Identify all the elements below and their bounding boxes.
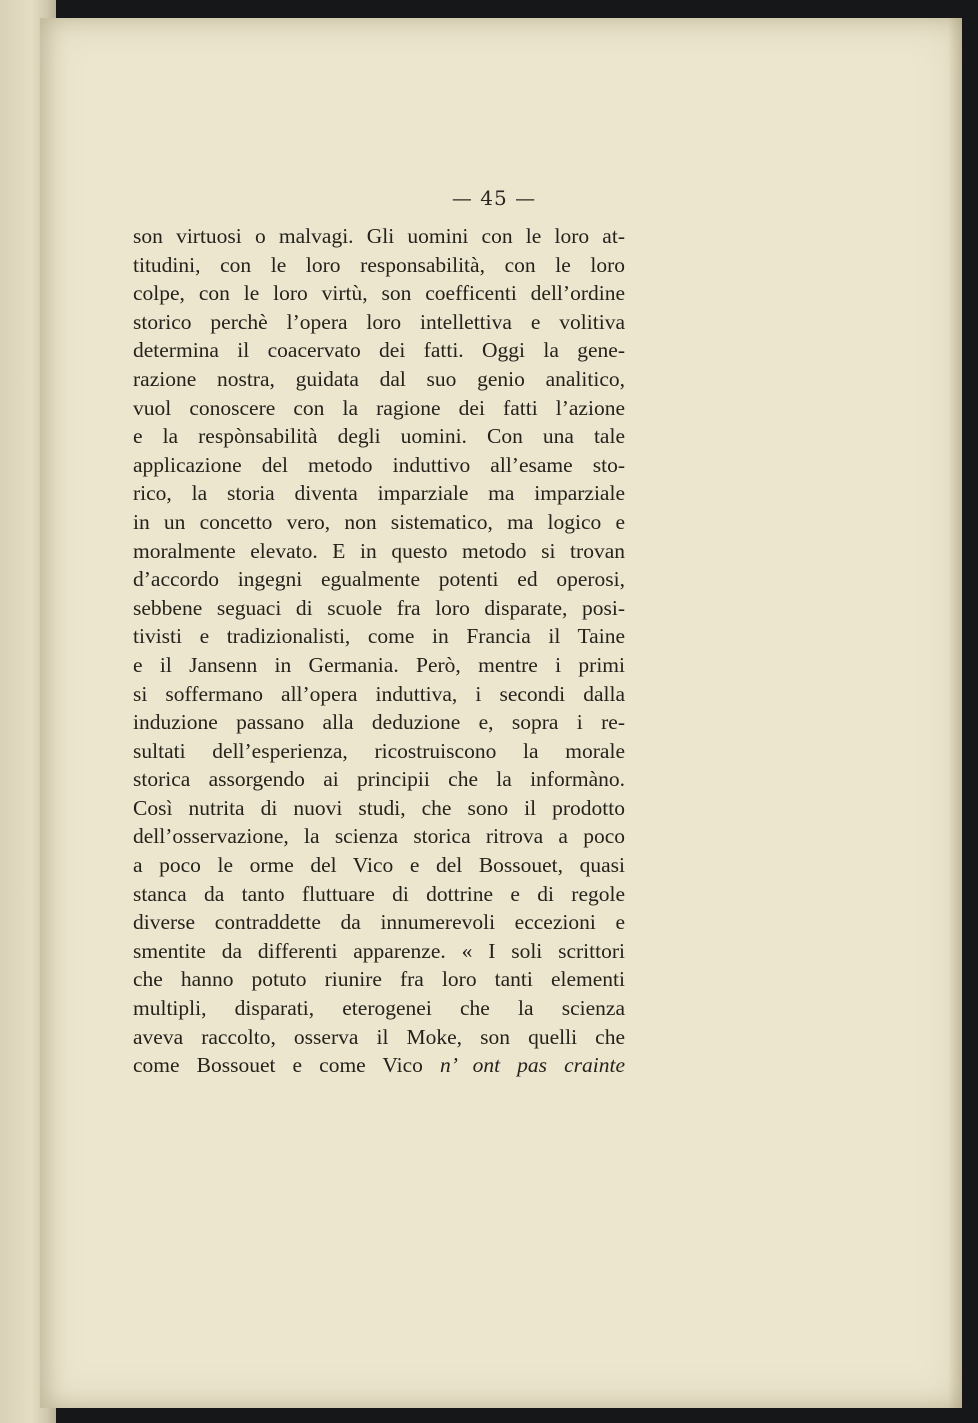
text-line: Così nutrita di nuovi studi, che sono il prodotto [133,795,625,820]
text-line: storico perchè l’opera loro intellettiva e volitiva [133,309,625,334]
text-line: colpe, con le loro virtù, son coefficenti dell’ordine [133,281,625,306]
text-line-last [133,1051,625,1080]
text-line: tivisti e tradizionalisti, come in Francia il Taine [133,624,625,649]
last-line-italic: n’ ont pas crainte [440,1053,625,1078]
text-line: dell’osservazione, la scienza storica ritrova a poco [133,824,625,849]
text-line: diverse contraddette da innumerevoli eccezioni e [133,910,625,935]
text-line: sebbene seguaci di scuole fra loro disparate, posi- [133,595,625,620]
text-line: d’accordo ingegni egualmente potenti ed operosi, [133,567,625,592]
text-line: sultati dell’esperienza, ricostruiscono la morale [133,738,625,763]
text-line: rico, la storia diventa imparziale ma imparziale [133,481,625,506]
text-line: in un concetto vero, non sistematico, ma logico e [133,509,625,534]
text-line: aveva raccolto, osserva il Moke, son quelli che [133,1024,625,1049]
text-line: vuol conoscere con la ragione dei fatti l’azione [133,395,625,420]
text-line: stanca da tanto fluttuare di dottrine e di regole [133,881,625,906]
text-line: applicazione del metodo induttivo all’esame sto- [133,452,625,477]
page-edge-shadow [948,18,962,1408]
last-line-roman: come Bossouet e come Vico [133,1053,423,1078]
text-line: e il Jansenn in Germania. Però, mentre i primi [133,652,625,677]
text-line: titudini, con le loro responsabilità, con le loro [133,252,625,277]
text-line: e la respònsabilità degli uomini. Con una tale [133,424,625,449]
text-line: che hanno potuto riunire fra loro tanti elementi [133,967,625,992]
text-line: induzione passano alla deduzione e, sopra i re- [133,710,625,735]
page-number: — 45 — [451,186,537,210]
text-line: son virtuosi o malvagi. Gli uomini con le loro at- [133,224,625,248]
text-line: storica assorgendo ai principii che la informàno. [133,767,625,792]
text-line: determina il coacervato dei fatti. Oggi la gene- [133,338,625,363]
text-line: razione nostra, guidata dal suo genio analitico, [133,366,625,391]
text-line: moralmente elevato. E in questo metodo si trovan [133,538,625,563]
text-line: si soffermano all’opera induttiva, i secondi dalla [133,681,625,706]
text-line: multipli, disparati, eterogenei che la scienza [133,996,625,1021]
text-line: smentite da differenti apparenze. « I soli scrittori [133,938,625,963]
text-line: a poco le orme del Vico e del Bossouet, quasi [133,853,625,878]
body-text [133,222,625,1080]
